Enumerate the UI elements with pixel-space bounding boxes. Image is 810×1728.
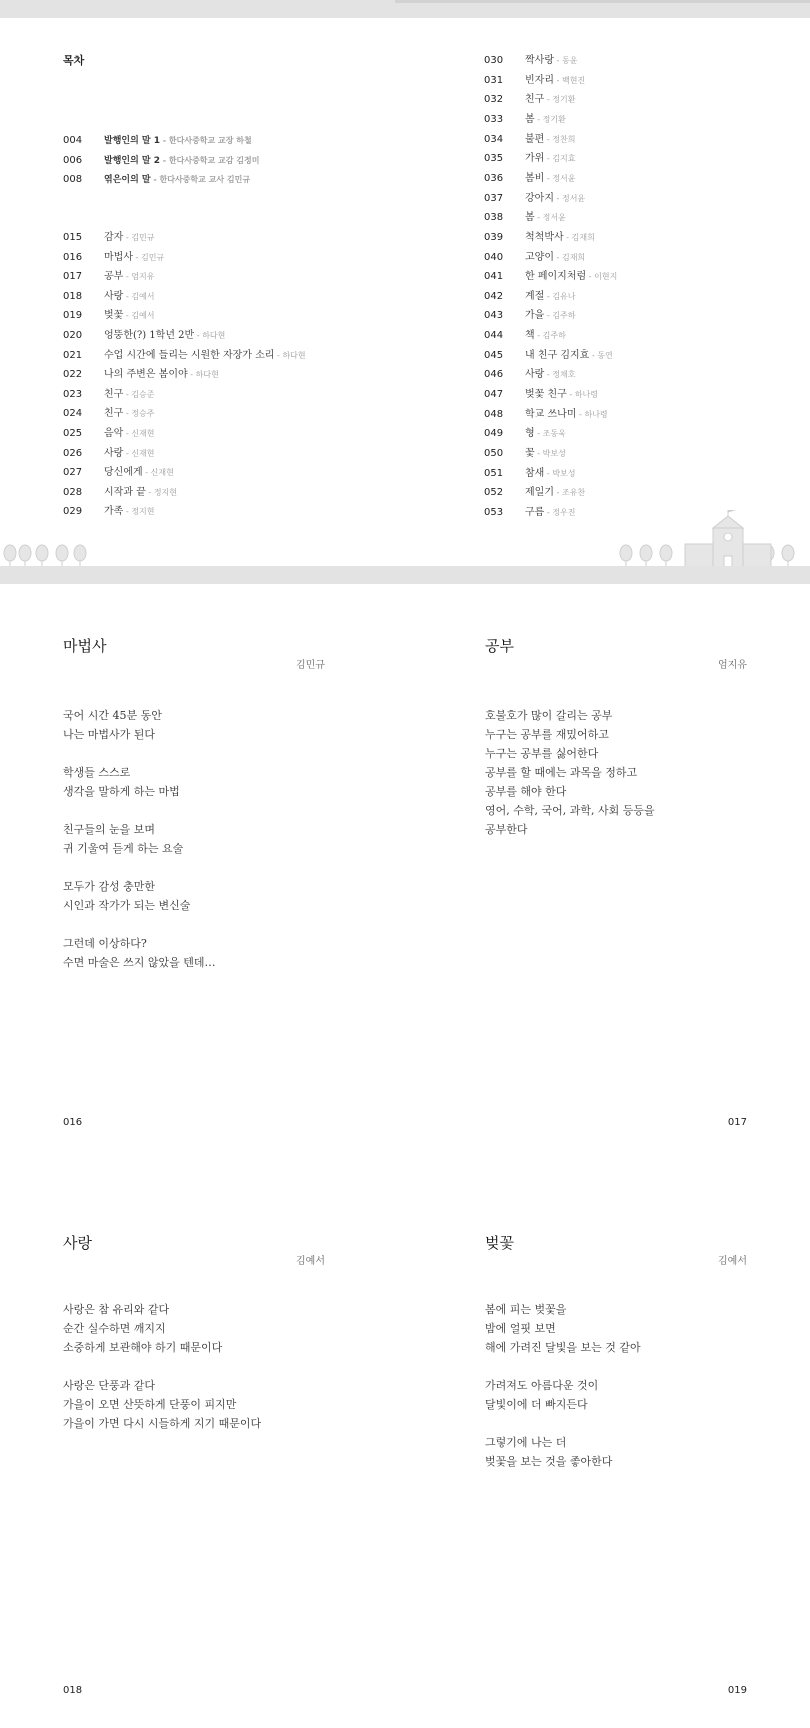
toc-entry-title: 참새 - 박보성 (525, 467, 576, 479)
poem-title: 공부 (485, 637, 514, 655)
toc-separator: - (123, 429, 132, 438)
toc-page-number: 052 (484, 487, 504, 499)
toc-separator: - (566, 390, 575, 400)
poem-line: 수면 마술은 쓰지 않았을 텐데… (63, 956, 216, 969)
toc-page-number: 025 (63, 428, 83, 439)
poem-line: 가을이 오면 산뜻하게 단풍이 피지만 (63, 1398, 237, 1411)
toc-separator: - (150, 175, 160, 184)
toc-entry-title: 공부 - 엄지유 (104, 271, 155, 283)
poem-line: 가려져도 아름다운 것이 (485, 1379, 599, 1392)
toc-page-number: 021 (63, 349, 83, 361)
toc-separator: - (123, 233, 132, 242)
toc-entry-title: 엮은이의 말 - 한다사중학교 교사 김민규 (104, 175, 251, 185)
toc-separator: - (544, 173, 553, 183)
poem-line: 그렇기에 나는 더 (485, 1436, 567, 1449)
toc-page-number: 044 (484, 330, 504, 342)
toc-page-number: 047 (484, 389, 504, 401)
toc-entry-title: 가족 - 정지현 (104, 506, 155, 518)
toc-entry-title: 한 페이지처럼 - 이현지 (525, 271, 618, 283)
toc-entry-author: 정기환 (552, 95, 576, 105)
poem-line: 호불호가 많이 갈리는 공부 (485, 709, 613, 722)
toc-page-number: 030 (484, 55, 504, 66)
toc-separator: - (132, 252, 141, 262)
poem-line: 달빛이에 더 빠지든다 (485, 1398, 588, 1411)
toc-entry-title: 구름 - 정우진 (525, 506, 576, 518)
poem-author: 김예서 (296, 1256, 325, 1267)
toc-separator: - (123, 311, 132, 321)
toc-separator: - (160, 136, 169, 145)
toc-separator: - (142, 468, 151, 478)
toc-title: 목차 (63, 54, 85, 67)
tree-icon (620, 545, 632, 568)
toc-separator: - (544, 154, 553, 164)
toc-entry-title: 벚꽃 - 김예서 (104, 310, 155, 322)
poem-line: 학생들 스스로 (63, 766, 131, 779)
toc-entry-author: 하다현 (195, 370, 219, 380)
toc-page-number: 026 (63, 447, 83, 459)
poem-body (63, 1300, 261, 1433)
toc-entry-author: 김주하 (542, 331, 566, 341)
toc-entry-title: 마법사 - 김민규 (104, 251, 165, 263)
toc-entry-title: 강아지 - 정서윤 (525, 192, 586, 204)
toc-entry-author: 조유찬 (561, 488, 586, 498)
toc-entry-title: 사랑 - 신재현 (104, 447, 155, 459)
toc-entry-author: 이현지 (594, 272, 618, 282)
toc-separator: - (553, 193, 562, 203)
toc-entry-author: 동연 (597, 350, 613, 360)
toc-page-number: 016 (63, 251, 83, 263)
toc-entry-title: 빈자리 - 백현진 (525, 74, 586, 86)
toc-separator: - (534, 331, 543, 341)
poem-line: 누구는 공부를 싫어한다 (485, 747, 599, 760)
toc-entry-title: 형 - 조동욱 (525, 428, 566, 440)
top-edge-bar (0, 0, 810, 18)
toc-separator: - (544, 370, 553, 380)
toc-page-number: 051 (484, 467, 504, 479)
tree-icon (640, 545, 652, 568)
toc-entry-title: 사랑 - 정채호 (525, 369, 576, 381)
spread-divider (0, 566, 810, 584)
toc-page-number: 017 (63, 271, 83, 283)
toc-separator: - (123, 448, 132, 458)
toc-entry-author: 한다사중학교 교사 김민규 (159, 175, 251, 184)
toc-entry-author: 정기환 (542, 114, 566, 124)
stanza-break (485, 1414, 641, 1433)
toc-entry-title: 척척박사 - 김재희 (525, 231, 595, 243)
toc-page-number: 048 (484, 408, 504, 420)
stanza-break (63, 858, 216, 877)
toc-entry-author: 박보성 (552, 468, 576, 478)
poem-author: 엄지유 (718, 660, 747, 671)
top-edge-notch (395, 0, 810, 3)
toc-page-number: 040 (484, 251, 504, 263)
toc-entry-author: 하다현 (202, 331, 226, 340)
toc-separator: - (589, 350, 598, 360)
toc-separator: - (123, 389, 132, 399)
poem-line: 누구는 공부를 재밌어하고 (485, 728, 609, 741)
toc-page-number: 037 (484, 192, 504, 204)
poem-line: 공부를 해야 한다 (485, 785, 567, 798)
poem-line: 영어, 수학, 국어, 과학, 사회 등등을 (485, 804, 655, 817)
tree-icon (56, 545, 68, 568)
toc-page-number: 029 (63, 506, 83, 518)
toc-entry-author: 김주하 (552, 311, 576, 321)
toc-entry-title: 계절 - 김유나 (525, 290, 576, 302)
toc-entry-title: 학교 쓰나미 - 하나령 (525, 408, 608, 420)
toc-entry-author: 정채호 (552, 370, 576, 380)
toc-entry-title: 책 - 김주하 (525, 330, 566, 342)
stanza-break (63, 915, 216, 934)
toc-entry-author: 정서윤 (552, 173, 576, 183)
toc-separator: - (123, 272, 132, 282)
toc-entry-title: 벚꽃 친구 - 하나령 (525, 389, 598, 401)
toc-entry-title: 친구 - 정승주 (104, 408, 155, 420)
toc-page-number: 033 (484, 113, 504, 125)
toc-entry-title: 음악 - 신재현 (104, 428, 155, 439)
toc-entry-author: 정승주 (131, 409, 155, 419)
toc-separator: - (553, 56, 562, 65)
toc-page-number: 023 (63, 388, 83, 400)
toc-entry-author: 박보성 (542, 449, 566, 458)
toc-page-number: 006 (63, 154, 83, 166)
page-number: 016 (63, 1117, 83, 1128)
toc-entry-title: 발행인의 말 2 - 한다사중학교 교감 김정미 (104, 155, 260, 166)
poem-line: 그런데 이상하다? (63, 937, 147, 950)
toc-entry-title: 내 친구 김지효 - 동연 (525, 349, 613, 361)
toc-entry-author: 백현진 (561, 75, 586, 85)
toc-entry-author: 한다사중학교 교감 김정미 (168, 155, 260, 165)
toc-entry-author: 김재희 (561, 252, 586, 262)
toc-page-number: 045 (484, 349, 504, 361)
toc-separator: - (576, 409, 585, 419)
page-number: 019 (727, 1685, 747, 1696)
toc-entry-author: 하나령 (574, 390, 598, 400)
poem-title: 벚꽃 (485, 1234, 514, 1252)
stanza-break (63, 744, 216, 763)
toc-entry-author: 신재현 (150, 468, 174, 478)
poem-line: 가을이 가면 다시 시들하게 지기 때문이다 (63, 1417, 262, 1430)
toc-entry-author: 김지효 (552, 154, 576, 164)
stanza-break (63, 1357, 261, 1376)
toc-separator: - (544, 507, 553, 517)
toc-separator: - (534, 449, 543, 458)
stanza-break (485, 1357, 641, 1376)
poem-body (485, 1300, 641, 1471)
toc-entry-author: 김민규 (131, 233, 155, 242)
toc-entry-author: 정우진 (552, 507, 576, 517)
poem-body (485, 706, 655, 839)
toc-separator: - (274, 350, 283, 360)
toc-page-number: 031 (484, 74, 504, 86)
toc-page-number: 022 (63, 369, 83, 381)
toc-page-number: 049 (484, 428, 504, 440)
toc-entry-author: 김예서 (131, 311, 155, 321)
poem-line: 해에 가려진 달빛을 보는 것 같아 (485, 1341, 641, 1354)
tree-icon (660, 545, 672, 568)
toc-entry-title: 꽃 - 박보성 (525, 448, 566, 459)
toc-entry-author: 하나령 (584, 409, 608, 419)
toc-entry-title: 감자 - 김민규 (104, 232, 155, 243)
poem-line: 공부를 할 때에는 과목을 정하고 (485, 766, 638, 779)
toc-separator: - (553, 488, 562, 498)
toc-entry-title: 짝사랑 - 동윤 (525, 55, 578, 66)
toc-separator: - (160, 155, 169, 165)
toc-entry-title: 봄 - 정서윤 (525, 212, 566, 224)
toc-separator: - (544, 134, 553, 144)
toc-separator: - (553, 75, 562, 85)
school-building-icon (685, 510, 771, 568)
tree-icon (74, 545, 86, 568)
toc-entry-author: 정지현 (131, 507, 155, 517)
toc-entry-title: 봄비 - 정서윤 (525, 172, 576, 184)
toc-entry-author: 김유나 (552, 291, 576, 301)
poem-body (63, 706, 216, 972)
toc-entry-author: 신재현 (131, 429, 155, 438)
toc-page-number: 032 (484, 94, 504, 106)
page-number: 018 (63, 1685, 83, 1696)
toc-entry-author: 정서윤 (542, 213, 566, 223)
toc-page-number: 053 (484, 506, 504, 518)
toc-entry-title: 친구 - 정기환 (525, 94, 576, 106)
toc-entry-title: 발행인의 말 1 - 한다사중학교 교장 하철 (104, 136, 252, 146)
poem-line: 밤에 얼핏 보면 (485, 1322, 556, 1335)
toc-separator: - (544, 291, 553, 301)
toc-page-number: 008 (63, 174, 83, 185)
toc-separator: - (544, 95, 553, 105)
toc-page-number: 018 (63, 290, 83, 302)
tree-icon (4, 545, 16, 568)
toc-entry-title: 제일기 - 조유찬 (525, 487, 586, 499)
toc-page-number: 043 (484, 310, 504, 322)
toc-entry-author: 김승준 (131, 389, 155, 399)
toc-entry-title: 가을 - 김주하 (525, 310, 576, 322)
poem-line: 소중하게 보관해야 하기 때문이다 (63, 1341, 223, 1354)
toc-page-number: 041 (484, 271, 504, 283)
toc-separator: - (553, 252, 562, 262)
toc-page-number: 050 (484, 448, 504, 459)
tree-icon (782, 545, 794, 568)
toc-separator: - (534, 114, 543, 124)
poem-line: 귀 기울여 듣게 하는 요술 (63, 842, 184, 855)
toc-page-number: 015 (63, 232, 83, 243)
toc-entry-author: 김민규 (140, 252, 165, 262)
toc-page-number: 004 (63, 135, 83, 146)
toc-page-number: 046 (484, 369, 504, 381)
toc-separator: - (187, 370, 196, 380)
toc-entry-title: 가위 - 김지효 (525, 153, 576, 165)
poem-line: 공부한다 (485, 823, 528, 836)
toc-page-number: 042 (484, 290, 504, 302)
toc-separator: - (586, 272, 595, 282)
toc-page-number: 027 (63, 467, 83, 479)
toc-separator: - (544, 468, 553, 478)
tree-icon (19, 545, 31, 568)
school-illustration (0, 507, 810, 568)
toc-entry-title: 나의 주변은 봄이야 - 하다현 (104, 369, 219, 381)
toc-separator: - (544, 311, 553, 321)
toc-page-number: 019 (63, 310, 83, 322)
toc-entry-author: 하다현 (282, 350, 306, 360)
poem-line: 시인과 작가가 되는 변신술 (63, 899, 191, 912)
toc-page-number: 020 (63, 330, 83, 341)
poem-line: 벚꽃을 보는 것을 좋아한다 (485, 1455, 613, 1468)
toc-entry-author: 엄지유 (131, 272, 155, 282)
toc-page-number: 036 (484, 172, 504, 184)
toc-separator: - (194, 331, 203, 340)
toc-entry-title: 친구 - 김승준 (104, 388, 155, 400)
toc-entry-author: 김예서 (131, 291, 155, 301)
tree-icon (36, 545, 48, 568)
toc-entry-title: 당신에게 - 신재현 (104, 467, 174, 479)
poem-line: 순간 실수하면 깨지지 (63, 1322, 166, 1335)
toc-entry-author: 정지현 (153, 487, 177, 497)
poem-line: 모두가 감성 충만한 (63, 880, 156, 893)
toc-entry-title: 시작과 끝 - 정지현 (104, 486, 177, 498)
poem-line: 사랑은 단풍과 같다 (63, 1379, 156, 1392)
toc-separator: - (145, 487, 154, 497)
toc-page-number: 028 (63, 486, 83, 498)
toc-entry-title: 엉뚱한(?) 1학년 2반 - 하다현 (104, 330, 226, 341)
poem-author: 김예서 (718, 1256, 747, 1267)
toc-page-number: 039 (484, 231, 504, 243)
toc-entry-author: 동윤 (561, 56, 578, 65)
toc-entry-author: 정서윤 (561, 193, 586, 203)
toc-page-number: 035 (484, 153, 504, 165)
poem-line: 생각을 말하게 하는 마법 (63, 785, 180, 798)
toc-page-number: 034 (484, 133, 504, 145)
toc-entry-author: 김재희 (571, 232, 595, 242)
toc-page-number: 024 (63, 408, 83, 420)
toc-entry-title: 고양이 - 김재희 (525, 251, 586, 263)
toc-entry-title: 수업 시간에 들리는 시원한 자장가 소리 - 하다현 (104, 349, 306, 361)
toc-separator: - (563, 232, 572, 242)
page-number: 017 (727, 1117, 747, 1128)
toc-entry-author: 정찬희 (552, 134, 576, 144)
poem-line: 사랑은 참 유리와 같다 (63, 1303, 170, 1316)
toc-entry-author: 한다사중학교 교장 하철 (168, 136, 252, 145)
toc-entry-author: 조동욱 (542, 429, 566, 439)
toc-entry-title: 불편 - 정찬희 (525, 133, 576, 145)
poem-author: 김민규 (296, 660, 325, 671)
toc-entry-title: 봄 - 정기환 (525, 113, 566, 125)
toc-entry-title: 사랑 - 김예서 (104, 290, 155, 302)
poem-line: 친구들의 눈을 보며 (63, 823, 156, 836)
poem-line: 국어 시간 45분 동안 (63, 709, 162, 722)
toc-separator: - (534, 213, 543, 223)
toc-entry-author: 신재현 (131, 448, 155, 458)
toc-separator: - (123, 507, 132, 517)
poem-title: 사랑 (63, 1234, 92, 1252)
stanza-break (63, 801, 216, 820)
toc-separator: - (123, 409, 132, 419)
poem-line: 나는 마법사가 된다 (63, 728, 156, 741)
poem-line: 봄에 피는 벚꽃을 (485, 1303, 567, 1316)
toc-separator: - (123, 291, 132, 301)
poem-title: 마법사 (63, 637, 107, 655)
toc-page-number: 038 (484, 212, 504, 224)
toc-separator: - (534, 429, 543, 439)
